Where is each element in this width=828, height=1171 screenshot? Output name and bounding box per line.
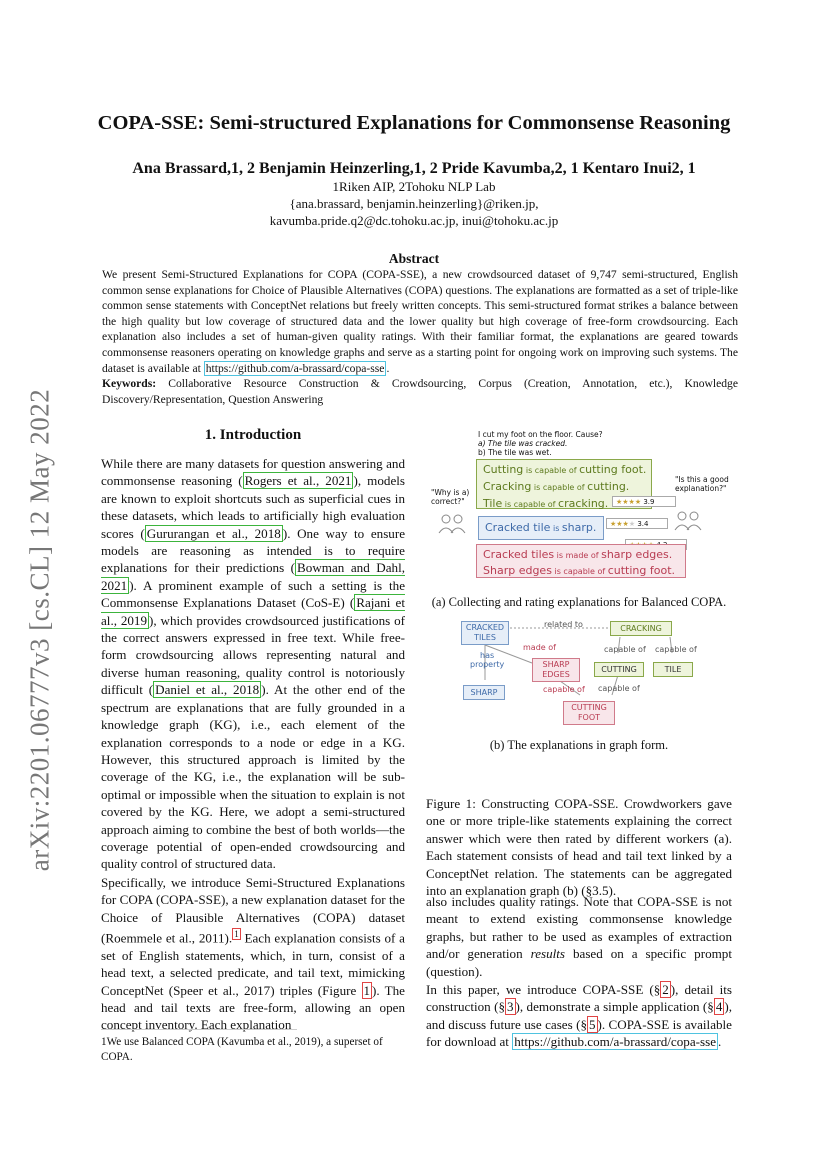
red-explanation: Cracked tiles is made of sharp edges. Sharp edges is capable of cutting foot. (476, 544, 686, 578)
node-cutting: CUTTING (594, 662, 644, 677)
edge-capable-of-2: capable of (655, 645, 697, 654)
citation-daniel[interactable]: Daniel et al., 2018 (155, 682, 260, 698)
node-tile: TILE (653, 662, 693, 677)
right-column-text: also includes quality ratings. Note that COPA-SSE is not meant to extend existing commonsense knowledge graphs, but rather to be used as examples of extraction and/or generation results based on a specific prompt (question). In this paper, we introduce COPA-SSE (§ 2 ), detail its construction (§ 3 ), demonstrate a simple application (§ 4 ), and discuss future use cases (§ 5 ). COPA-SSE is available for download at https://github.com/a-brassard/copa-sse . (426, 894, 733, 1050)
affiliations: 1Riken AIP, 2Tohoku NLP Lab (332, 179, 496, 194)
edge-has-property: has property (470, 651, 505, 669)
node-sharp: SHARP (463, 685, 505, 700)
blue-explanation: Cracked tile is sharp. (478, 516, 604, 540)
footnote-rule (101, 1029, 297, 1030)
keywords-text: Collaborative Resource Construction & Crowdsourcing, Corpus (Creation, Annotation, etc.), Knowledge Discovery/Representation, Question Answering (102, 377, 738, 406)
section-ref-4[interactable]: 4 (715, 999, 723, 1015)
edge-capable-of-1: capable of (604, 645, 646, 654)
arxiv-identifier: arXiv:2201.06777v3 [cs.CL] 12 May 2022 (24, 388, 55, 872)
section-heading: 1. Introduction (204, 427, 302, 443)
download-link[interactable]: https://github.com/a-brassard/copa-sse (514, 1034, 717, 1050)
node-sharp-edges: SHARP EDGES (532, 658, 580, 682)
section-ref-2[interactable]: 2 (662, 982, 669, 998)
green-explanation: Cutting is capable of cutting foot. Cracking is capable of cutting. Tile is capable of cracking. (476, 459, 652, 509)
edge-made-of: made of (523, 643, 556, 652)
emails-line-2: kavumba.pride.q2@dc.tohoku.ac.jp, inui@tohoku.ac.jp (269, 213, 559, 228)
why-prompt: "Why is a) correct?" (431, 488, 470, 506)
caption-a: (a) Collecting and rating explanations for Balanced COPA. (431, 595, 727, 609)
citation-rajani[interactable]: Rajani et al., 2019 (101, 595, 406, 628)
good-prompt: "Is this a good explanation?" (675, 475, 729, 493)
abstract-body: We present Semi-Structured Explanations for COPA (COPA-SSE), a new crowdsourced dataset of 9,747 semi-structured, English common sense explanations for Choice of Plausible Alternatives (COPA) questions. The explanations are formatted as a set of triple-like common sense statements with ConceptNet relations but freely written concepts. This semi-structured format strikes a balance between the high quality but low coverage of structured data and the lower quality but high coverage of free-form crowdsourcing. Each explanation also includes a set of human-given quality ratings. With their familiar format, the explanations are geared towards commonsense reasoners operating on knowledge graphs and serve as a starting point for ongoing work on improving such systems. The dataset is available at https://github.com/a-brassard/copa-sse . Keywords: Collaborative Resource Construction & Crowdsourcing, Corpus (Creation, Annotation, etc.), Knowledge Discovery/Representation, Question Answering (102, 268, 738, 406)
node-cracked-tiles: CRACKED TILES (461, 621, 509, 645)
worker-icon-left (437, 513, 477, 535)
footnote: 1We use Balanced COPA (Kavumba et al., 2019), a superset of COPA. (101, 1036, 383, 1063)
footnote-ref[interactable]: 1 (234, 928, 239, 939)
intro-paragraph-1: While there are many datasets for question answering and commonsense reasoning ( Rogers et al., 2021 ), models are known to exploit shortcuts such as superficial cues in these datasets, which leads to artificially high evaluation scores ( Gururangan et al., 2018 ). One way to ensure models are reasoning as intended is to require explanations for their predictions ( Bowman and Dahl, 2021 ). A prominent example of such a setting is the Commonsense Explanations Dataset (CoS-E) ( Rajani et al., 2019 ), which provides crowdsourced justifications of the correct answers expressed in free text. While free-form crowdsourcing allows representing natural and diverse human reasoning, quality control is notoriously difficult ( Daniel et al., 2018 ). At the other end of the spectrum are explanations that are fully grounded in a knowledge graph (KG), i.e., each element of the explanation corresponds to a node or edge in a KG. However, this structured approach is limited by the coverage of the KG, i.e., the explanation will be sub-optimal or impossible when the situation to explain is not covered by the KG. Here, we adopt a semi-structured approach aiming to combine the best of both worlds—the coverage potential of open-ended crowdsourcing and quality control of structured data. Specifically, we introduce Semi-Structured Explanations for COPA (COPA-SSE), a new explanation dataset for the Choice of Plausible Alternatives (COPA) dataset (Roemmele et al., 2011). $^1$ Each explanation consists of a set of English statements, which, in turn, consist of a head text, a selected predicate, and tail text, mimicking ConceptNet (Speer et al., 2017) triples (Figure 1 ). The head and tail texts are free-form, allowing an open concept inventory. Each explanation (101, 456, 406, 1033)
rating-blue: ★★★★ 3.4 (606, 518, 668, 529)
section-ref-3[interactable]: 3 (507, 999, 514, 1015)
edge-capable-of-4: capable of (598, 684, 640, 693)
edge-related-to: related to (544, 620, 583, 629)
figure-ref[interactable]: 1 (363, 982, 371, 998)
abstract-heading: Abstract (388, 251, 440, 266)
dataset-link[interactable]: https://github.com/a-brassard/copa-sse (205, 361, 385, 375)
paper-title: COPA-SSE: Semi-structured Explanations for Commonsense Reasoning (97, 112, 731, 134)
abstract-text: We present Semi-Structured Explanations for COPA (COPA-SSE), a new crowdsourced dataset of 9,747 semi-structured, English common sense explanations for Choice of Plausible Alternatives (COPA) questions. The explanations are formatted as a set of triple-like common sense statements with ConceptNet relations but freely written concepts. This semi-structured format strikes a balance between the high quality but low coverage of structured data and the lower quality but high coverage of free-form crowdsourcing. Each explanation also includes a set of human-given quality ratings. With their familiar format, the explanations are geared towards commonsense reasoners operating on knowledge graphs and serve as a starting point for ongoing work on improving such systems. The dataset is available at (102, 268, 738, 375)
rating-green: ★★★★ 3.9 (612, 496, 676, 507)
citation-bowman[interactable]: Bowman and Dahl, 2021 (101, 560, 405, 593)
caption-b: (b) The explanations in graph form. (489, 738, 669, 752)
node-cracking: CRACKING (610, 621, 672, 636)
citation-gururangan[interactable]: Gururangan et al., 2018 (146, 525, 281, 541)
copa-question: I cut my foot on the floor. Cause? a) The tile was cracked. b) The tile was wet. (478, 430, 603, 457)
author-list: Ana Brassard,1, 2 Benjamin Heinzerling,1, 2 Pride Kavumba,2, 1 Kentaro Inui2, 1 (132, 160, 696, 177)
section-ref-5[interactable]: 5 (589, 1016, 596, 1032)
citation-rogers[interactable]: Rogers et al., 2021 (244, 473, 352, 489)
node-cutting-foot: CUTTING FOOT (563, 701, 615, 725)
emails-line-1: {ana.brassard, benjamin.heinzerling}@riken.jp, (289, 196, 539, 211)
worker-icon-right (673, 510, 713, 532)
figure-caption: Figure 1: Constructing COPA-SSE. Crowdworkers gave one or more triple-like statements explaining the correct answer which were then rated by different workers (a). Each statement consists of head and tail text linked by a ConceptNet relation. The statements can be aggregated into an explanation graph (b) (§3.5). (426, 796, 732, 899)
edge-capable-of-3: capable of (543, 685, 585, 694)
keywords-label: Keywords: (102, 377, 157, 391)
